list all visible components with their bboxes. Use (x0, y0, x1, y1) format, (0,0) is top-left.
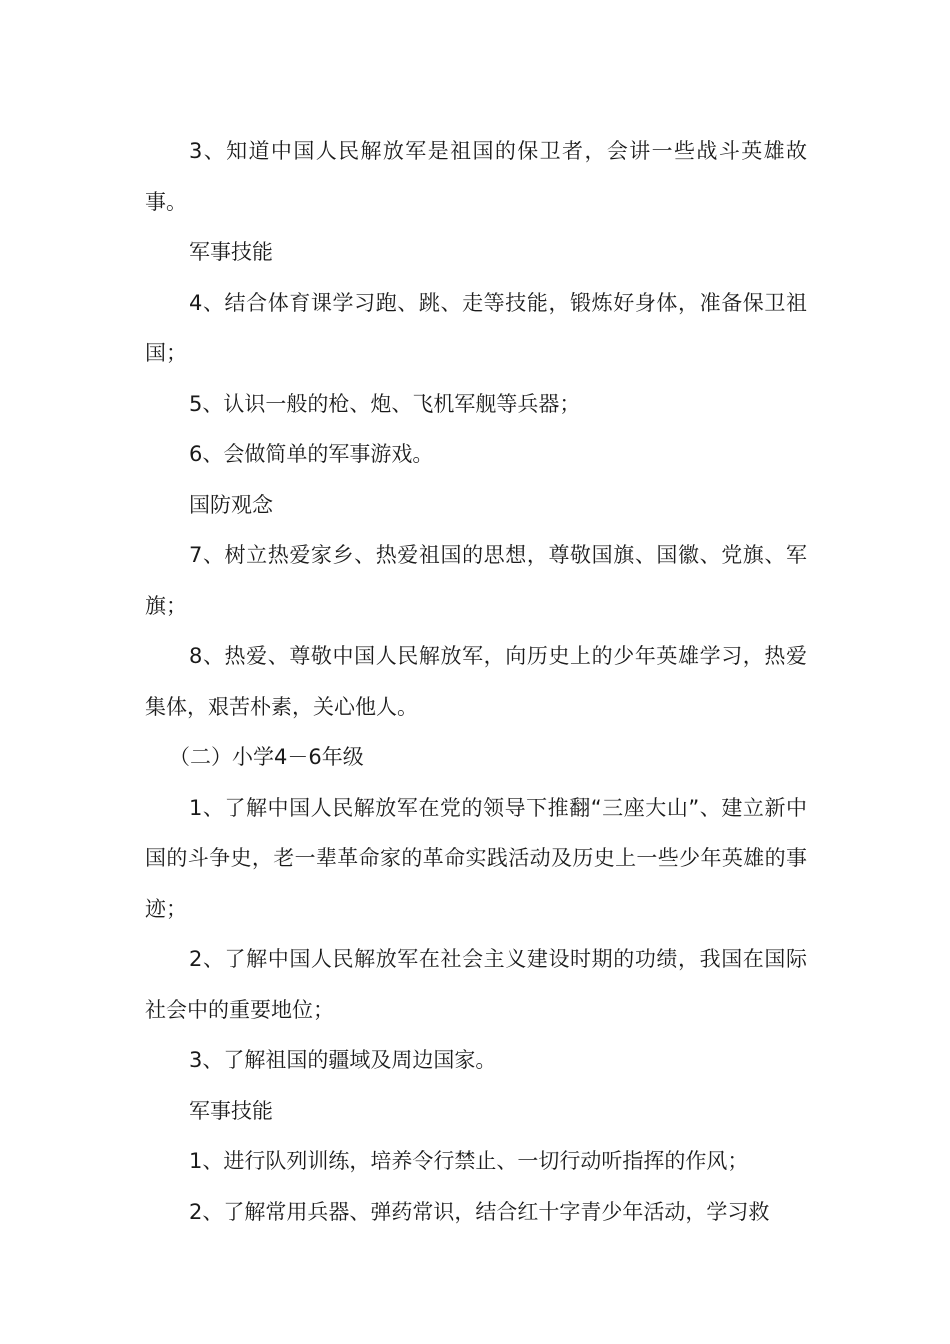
section-heading: 军事技能 (189, 240, 273, 264)
section-heading: 国防观念 (189, 492, 273, 517)
section-heading: 军事技能 (189, 1098, 273, 1123)
paragraph: 4、结合体育课学习跑、跳、走等技能，锻炼好身体，准备保卫祖国； (145, 290, 807, 365)
document-body (145, 126, 807, 1237)
paragraph: 3、知道中国人民解放军是祖国的保卫者，会讲一些战斗英雄故事。 (145, 139, 807, 214)
paragraph: 5、认识一般的枪、炮、飞机军舰等兵器； (189, 391, 581, 416)
paragraph: 2、了解常用兵器、弹药常识，结合红十字青少年活动，学习救 (189, 1199, 770, 1224)
paragraph: 1、了解中国人民解放军在党的领导下推翻“三座大山”、建立新中国的斗争史，老一辈革命家的革命实践活动及历史上一些少年英雄的事迹； (145, 795, 807, 921)
paragraph: 3、了解祖国的疆域及周边国家。 (189, 1048, 497, 1072)
paragraph: 8、热爱、尊敬中国人民解放军，向历史上的少年英雄学习，热爱集体，艰苦朴素，关心他人。 (145, 644, 807, 719)
paragraph: 1、进行队列训练，培养令行禁止、一切行动听指挥的作风； (189, 1149, 749, 1173)
paragraph: 7、树立热爱家乡、热爱祖国的思想，尊敬国旗、国徽、党旗、军旗； (145, 543, 807, 618)
paragraph: 6、会做简单的军事游戏。 (189, 442, 434, 466)
paragraph: 2、了解中国人民解放军在社会主义建设时期的功绩，我国在国际社会中的重要地位； (145, 947, 807, 1022)
subsection-heading: （二）小学4－6年级 (169, 745, 364, 769)
